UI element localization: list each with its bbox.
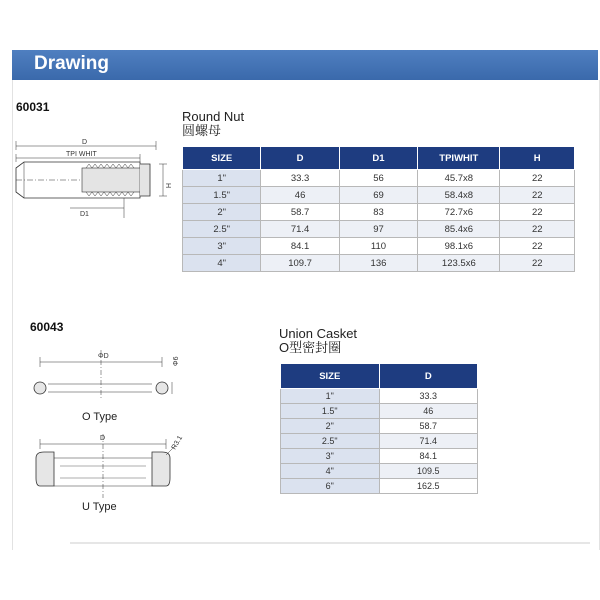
dim-label-tpi: TPI WHIT	[66, 151, 97, 158]
table-cell: 97	[339, 221, 417, 238]
table-cell: 46	[379, 404, 478, 419]
table-cell: 136	[339, 255, 417, 272]
round-nut-title-en: Round Nut	[182, 109, 245, 124]
table-cell: 58.4x8	[418, 187, 500, 204]
table-cell: 56	[339, 170, 417, 187]
table-cell: 22	[500, 187, 575, 204]
table-cell: 4"	[183, 255, 261, 272]
table-cell: 162.5	[379, 479, 478, 494]
o-type-dim-section: Φ6	[173, 356, 180, 366]
table-cell: 33.3	[379, 389, 478, 404]
table-cell: 84.1	[379, 449, 478, 464]
dim-label-d1: D1	[80, 211, 89, 218]
table-cell: 22	[500, 238, 575, 255]
table-cell: 22	[500, 204, 575, 221]
table-cell: 71.4	[379, 434, 478, 449]
column-header-size: SIZE	[281, 364, 380, 389]
column-header-tpiwhit: TPIWHIT	[418, 147, 500, 170]
union-gasket-code: 60043	[30, 320, 64, 334]
table-cell: 6"	[281, 479, 380, 494]
column-header-size: SIZE	[183, 147, 261, 170]
round-nut-code: 60031	[16, 100, 50, 114]
table-cell: 2"	[183, 204, 261, 221]
u-type-gasket-drawing	[36, 434, 176, 498]
table-cell: 2.5"	[183, 221, 261, 238]
union-gasket-title-cn: O型密封圈	[279, 340, 342, 355]
table-cell: 22	[500, 255, 575, 272]
dim-label-h: H	[164, 183, 171, 189]
table-cell: 84.1	[261, 238, 339, 255]
column-header-d: D	[261, 147, 339, 170]
table-cell: 3"	[183, 238, 261, 255]
table-cell: 2.5"	[281, 434, 380, 449]
u-type-dim-d: D	[100, 435, 106, 442]
column-header-d: D	[379, 364, 478, 389]
table-cell: 22	[500, 221, 575, 238]
table-cell: 58.7	[261, 204, 339, 221]
table-cell: 22	[500, 170, 575, 187]
table-cell: 3"	[281, 449, 380, 464]
table-cell: 72.7x6	[418, 204, 500, 221]
column-header-d1: D1	[339, 147, 417, 170]
table-cell: 46	[261, 187, 339, 204]
table-cell: 33.3	[261, 170, 339, 187]
union-gasket-title-en: Union Casket	[279, 326, 358, 341]
table-cell: 98.1x6	[418, 238, 500, 255]
table-cell: 83	[339, 204, 417, 221]
table-cell: 1"	[281, 389, 380, 404]
table-cell: 123.5x6	[418, 255, 500, 272]
round-nut-title-cn: 圆螺母	[182, 123, 222, 138]
table-cell: 69	[339, 187, 417, 204]
dim-label-d: D	[82, 139, 88, 146]
table-cell: 1.5"	[281, 404, 380, 419]
u-type-label: U Type	[82, 501, 117, 513]
table-cell: 45.7x8	[418, 170, 500, 187]
column-header-h: H	[500, 147, 575, 170]
o-type-label: O Type	[82, 411, 118, 423]
table-cell: 58.7	[379, 419, 478, 434]
table-cell: 4"	[281, 464, 380, 479]
table-cell: 109.5	[379, 464, 478, 479]
page-title: Drawing	[34, 53, 109, 74]
table-cell: 1"	[183, 170, 261, 187]
table-cell: 110	[339, 238, 417, 255]
table-cell: 109.7	[261, 255, 339, 272]
o-type-dim-d: ΦD	[98, 353, 109, 360]
table-cell: 85.4x6	[418, 221, 500, 238]
table-cell: 71.4	[261, 221, 339, 238]
u-type-dim-radius: R3.1	[170, 434, 185, 451]
table-cell: 1.5"	[183, 187, 261, 204]
table-cell: 2"	[281, 419, 380, 434]
